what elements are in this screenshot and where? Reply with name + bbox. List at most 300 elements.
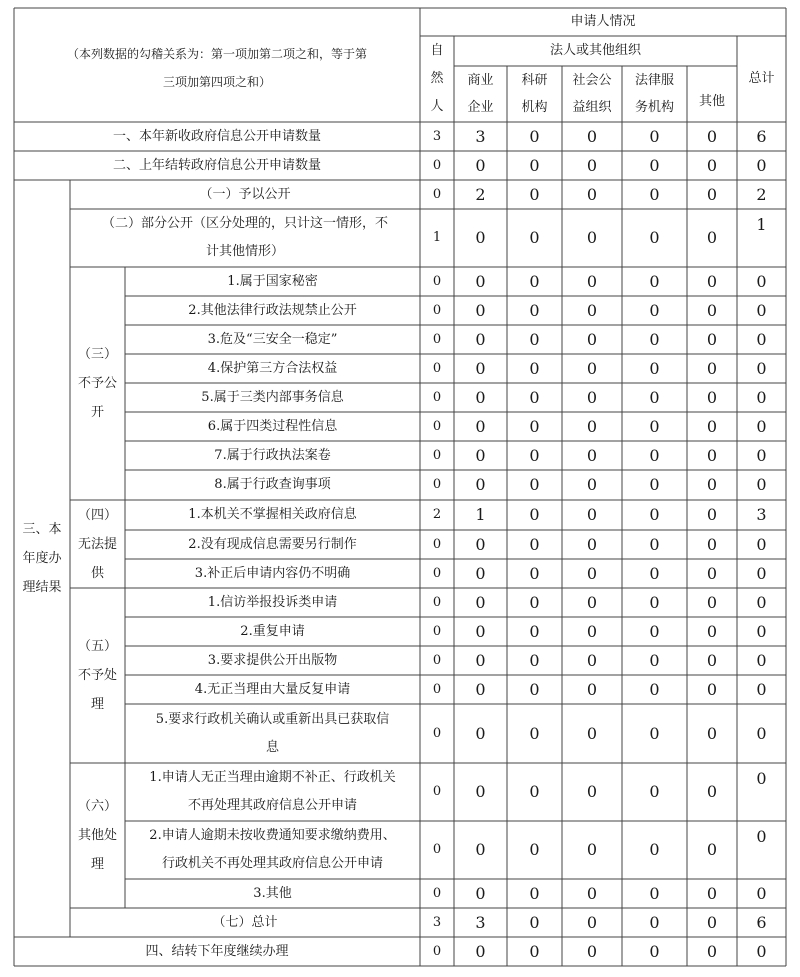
value-text: 0 bbox=[706, 650, 718, 670]
value-cell bbox=[562, 530, 622, 559]
value-text: 3 bbox=[475, 126, 486, 146]
value-text: 0 bbox=[432, 565, 442, 581]
value-cell bbox=[622, 296, 687, 325]
value-cell bbox=[507, 617, 562, 646]
value-text: 0 bbox=[475, 782, 486, 801]
row-label: 3.补正后申请内容仍不明确 bbox=[194, 565, 351, 581]
value-cell bbox=[687, 588, 737, 617]
value-text: 0 bbox=[706, 300, 718, 320]
row-label: 2.其他法律行政法规禁止公开 bbox=[188, 302, 357, 318]
group-label-line: 其他处 bbox=[77, 828, 117, 843]
value-text: 0 bbox=[756, 563, 767, 583]
row-label-line: 息 bbox=[265, 739, 279, 755]
value-cell bbox=[622, 441, 687, 470]
value-cell bbox=[507, 296, 562, 325]
value-text: 0 bbox=[529, 621, 540, 641]
value-text: 6 bbox=[756, 126, 767, 146]
value-cell bbox=[687, 151, 737, 180]
value-text: 0 bbox=[649, 679, 660, 699]
value-cell bbox=[420, 588, 454, 617]
value-cell bbox=[687, 617, 737, 646]
row-reason-item bbox=[125, 354, 420, 383]
value-text: 0 bbox=[475, 723, 486, 743]
value-text: 0 bbox=[756, 723, 767, 743]
group-label-line: 三、本 bbox=[22, 522, 62, 537]
group-label-line-group bbox=[78, 792, 117, 879]
value-text: 0 bbox=[529, 679, 540, 699]
value-cell bbox=[420, 646, 454, 675]
header-line: 法律服 bbox=[634, 73, 674, 88]
group-label-line: 年度办 bbox=[22, 551, 62, 566]
row-carry-forward bbox=[14, 937, 420, 966]
value-cell bbox=[454, 617, 507, 646]
formula-note-text bbox=[67, 40, 367, 96]
value-cell bbox=[737, 296, 786, 325]
row-reason-item bbox=[125, 704, 420, 763]
value-cell bbox=[562, 821, 622, 879]
research-header bbox=[507, 66, 562, 122]
header-line: 人 bbox=[430, 99, 444, 114]
value-text: 0 bbox=[706, 228, 718, 247]
value-text: 0 bbox=[475, 475, 486, 494]
value-cell bbox=[622, 470, 687, 500]
value-cell bbox=[562, 559, 622, 588]
group-unable-to-provide-label bbox=[70, 500, 125, 588]
value-text: 0 bbox=[432, 418, 442, 434]
value-text: 0 bbox=[432, 623, 442, 639]
value-text: 0 bbox=[475, 650, 486, 670]
value-text: 0 bbox=[475, 941, 486, 961]
value-cell bbox=[687, 441, 737, 470]
row-reason-item bbox=[125, 500, 420, 530]
value-cell bbox=[507, 412, 562, 441]
value-cell bbox=[687, 267, 737, 296]
applicant-situation-header bbox=[420, 8, 786, 36]
row-label: 4.无正当理由大量反复申请 bbox=[194, 681, 351, 697]
value-text: 0 bbox=[649, 184, 660, 204]
value-text: 0 bbox=[586, 912, 598, 932]
value-cell bbox=[507, 821, 562, 879]
value-text: 0 bbox=[432, 477, 442, 492]
value-text: 0 bbox=[756, 475, 767, 494]
value-text: 0 bbox=[529, 126, 540, 146]
value-cell bbox=[507, 209, 562, 267]
value-text: 0 bbox=[706, 416, 718, 436]
value-text: 0 bbox=[649, 534, 660, 554]
natural-person-header bbox=[420, 36, 454, 122]
row-label-line: 行政机关不再处理其政府信息公开申请 bbox=[161, 856, 383, 871]
value-text: 0 bbox=[475, 592, 486, 612]
value-cell bbox=[562, 675, 622, 704]
value-text: 0 bbox=[756, 534, 767, 554]
value-cell bbox=[420, 122, 454, 151]
row-label-line: 5.要求行政机关确认或重新出具已获取信 bbox=[155, 711, 390, 727]
value-text: 0 bbox=[649, 387, 660, 407]
value-text: 0 bbox=[649, 592, 660, 612]
value-cell bbox=[687, 122, 737, 151]
value-cell bbox=[622, 821, 687, 879]
value-cell bbox=[562, 383, 622, 412]
value-text: 0 bbox=[475, 358, 486, 378]
value-cell bbox=[622, 675, 687, 704]
value-text: 0 bbox=[706, 941, 718, 961]
value-cell bbox=[737, 180, 786, 209]
header-line-group bbox=[572, 67, 611, 121]
row-disclosed bbox=[70, 180, 420, 209]
group-label-line-group bbox=[78, 632, 117, 719]
value-text: 0 bbox=[649, 416, 660, 436]
value-cell bbox=[507, 354, 562, 383]
value-cell bbox=[562, 704, 622, 763]
value-cell bbox=[737, 354, 786, 383]
group-label-line-group bbox=[78, 340, 117, 427]
row-label: 一、本年新收政府信息公开申请数量 bbox=[112, 128, 321, 144]
row-label-line: （二）部分公开（区分处理的，只计这一情形，不 bbox=[101, 216, 388, 231]
value-cell bbox=[454, 588, 507, 617]
value-text: 0 bbox=[756, 621, 767, 641]
value-text: 0 bbox=[529, 912, 540, 932]
group-other-handling-label bbox=[70, 763, 125, 908]
value-cell bbox=[737, 937, 786, 966]
group-label-line: （四） bbox=[77, 507, 117, 523]
value-text: 0 bbox=[475, 883, 486, 903]
value-cell bbox=[507, 559, 562, 588]
value-text: 0 bbox=[586, 650, 598, 670]
header-line: 益组织 bbox=[572, 100, 612, 115]
value-cell bbox=[454, 151, 507, 180]
value-text: 0 bbox=[649, 358, 660, 378]
value-cell bbox=[454, 763, 507, 821]
value-cell bbox=[562, 908, 622, 937]
value-cell bbox=[737, 209, 786, 267]
row-reason-item bbox=[125, 296, 420, 325]
value-text: 0 bbox=[529, 592, 540, 612]
row-label-line: 计其他情形） bbox=[205, 244, 284, 259]
formula-note-line: （本列数据的勾稽关系为：第一项加第二项之和，等于第 bbox=[66, 47, 367, 61]
value-text: 0 bbox=[706, 358, 718, 378]
value-text: 0 bbox=[586, 184, 598, 204]
row-reason-item bbox=[125, 763, 420, 821]
value-cell bbox=[622, 412, 687, 441]
row-label: 1.信访举报投诉类申请 bbox=[207, 594, 338, 610]
value-cell bbox=[420, 908, 454, 937]
header-line: 自 bbox=[430, 43, 444, 58]
value-text: 0 bbox=[432, 186, 442, 202]
value-cell bbox=[420, 559, 454, 588]
value-text: 0 bbox=[529, 416, 540, 436]
value-cell bbox=[420, 530, 454, 559]
value-text: 0 bbox=[586, 592, 598, 612]
value-cell bbox=[737, 267, 786, 296]
row-label: 3.危及“三安全一稳定” bbox=[207, 331, 338, 347]
legal_service-header bbox=[622, 66, 687, 122]
value-cell bbox=[737, 908, 786, 937]
value-cell bbox=[687, 937, 737, 966]
value-cell bbox=[687, 821, 737, 879]
value-text: 3 bbox=[475, 912, 486, 932]
header-line: 商业 bbox=[467, 73, 494, 88]
value-cell bbox=[420, 617, 454, 646]
value-cell bbox=[454, 704, 507, 763]
row-reason-item bbox=[125, 617, 420, 646]
group-label-line: 理 bbox=[90, 697, 104, 712]
value-text: 0 bbox=[756, 592, 767, 612]
value-cell bbox=[562, 617, 622, 646]
row-reason-item bbox=[125, 559, 420, 588]
group-label-line: 不予处 bbox=[77, 668, 117, 683]
group-label-line: 理结果 bbox=[22, 580, 62, 595]
value-text: 0 bbox=[475, 534, 486, 554]
value-cell bbox=[737, 821, 786, 879]
value-cell bbox=[454, 441, 507, 470]
value-text: 0 bbox=[756, 883, 767, 903]
value-text: 0 bbox=[756, 416, 767, 436]
value-cell bbox=[687, 354, 737, 383]
value-text: 0 bbox=[475, 300, 486, 320]
value-cell bbox=[420, 325, 454, 354]
value-text: 0 bbox=[475, 228, 486, 247]
value-cell bbox=[687, 500, 737, 530]
value-cell bbox=[687, 879, 737, 908]
value-cell bbox=[454, 821, 507, 879]
value-text: 0 bbox=[706, 912, 718, 932]
value-cell bbox=[420, 937, 454, 966]
value-cell bbox=[507, 908, 562, 937]
value-cell bbox=[562, 441, 622, 470]
value-cell bbox=[737, 441, 786, 470]
value-cell bbox=[737, 325, 786, 354]
row-label: （一）予以公开 bbox=[199, 186, 291, 202]
group-label-line: 供 bbox=[90, 565, 104, 581]
value-text: 0 bbox=[706, 782, 718, 801]
value-cell bbox=[454, 296, 507, 325]
group-label-line: （五） bbox=[77, 639, 117, 654]
value-cell bbox=[454, 559, 507, 588]
value-text: 0 bbox=[586, 782, 598, 801]
value-cell bbox=[737, 530, 786, 559]
value-cell bbox=[562, 151, 622, 180]
value-cell bbox=[507, 180, 562, 209]
value-text: 0 bbox=[529, 329, 540, 349]
value-text: 0 bbox=[706, 883, 718, 903]
value-cell bbox=[687, 704, 737, 763]
value-text: 0 bbox=[706, 387, 718, 407]
value-text: 0 bbox=[649, 621, 660, 641]
row-label-line-group bbox=[156, 706, 389, 762]
value-text: 0 bbox=[756, 155, 767, 175]
row-label-line-group bbox=[149, 822, 395, 878]
value-cell bbox=[420, 704, 454, 763]
value-cell bbox=[454, 325, 507, 354]
value-cell bbox=[622, 325, 687, 354]
row-reason-item bbox=[125, 412, 420, 441]
value-text: 0 bbox=[706, 329, 718, 349]
row-label: 4.保护第三方合法权益 bbox=[207, 360, 338, 376]
value-cell bbox=[454, 500, 507, 530]
row-label: 7.属于行政执法案卷 bbox=[214, 447, 331, 463]
value-cell bbox=[562, 937, 622, 966]
value-cell bbox=[737, 470, 786, 500]
value-text: 1 bbox=[756, 215, 767, 234]
value-text: 0 bbox=[586, 126, 598, 146]
row-label: 6.属于四类过程性信息 bbox=[207, 418, 338, 434]
row-label: 8.属于行政查询事项 bbox=[214, 477, 331, 492]
value-text: 0 bbox=[475, 387, 486, 407]
header-text: 总计 bbox=[748, 71, 775, 86]
header-line: 机构 bbox=[521, 100, 548, 115]
value-text: 0 bbox=[649, 329, 660, 349]
other-header bbox=[687, 66, 737, 122]
value-cell bbox=[687, 763, 737, 821]
row-label-line: 2.申请人逾期未按收费通知要求缴纳费用、 bbox=[149, 828, 396, 843]
row-subtotal bbox=[70, 908, 420, 937]
header-text: 法人或其他组织 bbox=[549, 43, 641, 58]
value-cell bbox=[737, 879, 786, 908]
value-text: 0 bbox=[529, 782, 540, 801]
row-new-applications bbox=[14, 122, 420, 151]
value-cell bbox=[454, 879, 507, 908]
value-text: 0 bbox=[586, 563, 598, 583]
value-text: 0 bbox=[529, 445, 540, 465]
value-text: 0 bbox=[529, 505, 540, 524]
value-text: 0 bbox=[475, 840, 486, 859]
value-cell bbox=[622, 180, 687, 209]
value-text: 0 bbox=[529, 387, 540, 407]
header-line-group bbox=[467, 67, 493, 121]
value-text: 0 bbox=[586, 300, 598, 320]
header-line: 企业 bbox=[467, 100, 494, 115]
value-cell bbox=[420, 296, 454, 325]
value-cell bbox=[687, 412, 737, 441]
value-cell bbox=[507, 937, 562, 966]
value-text: 0 bbox=[586, 840, 598, 859]
value-cell bbox=[420, 209, 454, 267]
value-cell bbox=[687, 559, 737, 588]
value-text: 0 bbox=[756, 941, 767, 961]
value-text: 0 bbox=[432, 273, 442, 289]
value-cell bbox=[562, 209, 622, 267]
value-cell bbox=[622, 383, 687, 412]
value-cell bbox=[507, 675, 562, 704]
value-text: 0 bbox=[529, 534, 540, 554]
legal-or-other-org-header bbox=[454, 36, 737, 66]
value-cell bbox=[507, 441, 562, 470]
value-cell bbox=[562, 412, 622, 441]
value-text: 6 bbox=[756, 912, 767, 932]
value-cell bbox=[507, 267, 562, 296]
value-cell bbox=[562, 588, 622, 617]
value-text: 0 bbox=[756, 679, 767, 699]
header-text: 申请人情况 bbox=[570, 14, 636, 29]
value-text: 0 bbox=[649, 271, 660, 291]
value-cell bbox=[622, 530, 687, 559]
value-text: 0 bbox=[432, 725, 442, 741]
value-cell bbox=[420, 383, 454, 412]
value-cell bbox=[420, 412, 454, 441]
value-text: 0 bbox=[529, 941, 540, 961]
row-reason-item bbox=[125, 383, 420, 412]
value-cell bbox=[622, 267, 687, 296]
value-text: 0 bbox=[586, 505, 598, 524]
value-text: 0 bbox=[432, 536, 442, 552]
value-text: 0 bbox=[649, 782, 660, 801]
value-cell bbox=[420, 470, 454, 500]
value-cell bbox=[622, 704, 687, 763]
value-cell bbox=[687, 180, 737, 209]
value-text: 0 bbox=[475, 445, 486, 465]
value-cell bbox=[420, 675, 454, 704]
value-cell bbox=[737, 383, 786, 412]
value-text: 0 bbox=[529, 840, 540, 859]
value-cell bbox=[454, 675, 507, 704]
row-reason-item bbox=[125, 441, 420, 470]
value-cell bbox=[454, 937, 507, 966]
value-text: 0 bbox=[432, 389, 442, 405]
value-text: 0 bbox=[586, 621, 598, 641]
value-text: 0 bbox=[706, 840, 718, 859]
value-cell bbox=[622, 354, 687, 383]
value-text: 0 bbox=[586, 155, 598, 175]
value-cell bbox=[420, 354, 454, 383]
value-text: 0 bbox=[432, 360, 442, 376]
value-cell bbox=[737, 151, 786, 180]
value-text: 0 bbox=[706, 184, 718, 204]
value-text: 0 bbox=[756, 650, 767, 670]
value-cell bbox=[622, 908, 687, 937]
value-cell bbox=[507, 588, 562, 617]
value-cell bbox=[420, 821, 454, 879]
value-cell bbox=[454, 383, 507, 412]
row-partially-disclosed bbox=[70, 209, 420, 267]
value-cell bbox=[562, 470, 622, 500]
value-cell bbox=[420, 879, 454, 908]
value-cell bbox=[454, 180, 507, 209]
value-cell bbox=[507, 325, 562, 354]
row-label: 2.重复申请 bbox=[240, 623, 305, 639]
value-cell bbox=[737, 646, 786, 675]
value-cell bbox=[687, 530, 737, 559]
value-cell bbox=[454, 646, 507, 675]
value-cell bbox=[454, 122, 507, 151]
group-not-disclosed-label bbox=[70, 267, 125, 500]
row-label: 1.本机关不掌握相关政府信息 bbox=[188, 507, 357, 522]
row-carried-over bbox=[14, 151, 420, 180]
value-text: 0 bbox=[475, 329, 486, 349]
group-label-line: （六） bbox=[77, 799, 117, 814]
value-text: 0 bbox=[706, 723, 718, 743]
row-reason-item bbox=[125, 675, 420, 704]
value-cell bbox=[454, 412, 507, 441]
value-cell bbox=[420, 180, 454, 209]
value-cell bbox=[454, 267, 507, 296]
value-cell bbox=[420, 267, 454, 296]
value-text: 0 bbox=[475, 416, 486, 436]
value-cell bbox=[622, 122, 687, 151]
row-label: 1.属于国家秘密 bbox=[227, 273, 318, 289]
value-text: 0 bbox=[475, 679, 486, 699]
header-line: 务机构 bbox=[634, 100, 674, 115]
value-text: 0 bbox=[649, 126, 660, 146]
value-cell bbox=[687, 646, 737, 675]
value-text: 0 bbox=[432, 594, 442, 610]
value-cell bbox=[562, 879, 622, 908]
value-cell bbox=[507, 530, 562, 559]
row-reason-item bbox=[125, 879, 420, 908]
value-text: 0 bbox=[649, 650, 660, 670]
value-text: 0 bbox=[529, 883, 540, 903]
value-text: 3 bbox=[432, 128, 442, 144]
social-header bbox=[562, 66, 622, 122]
